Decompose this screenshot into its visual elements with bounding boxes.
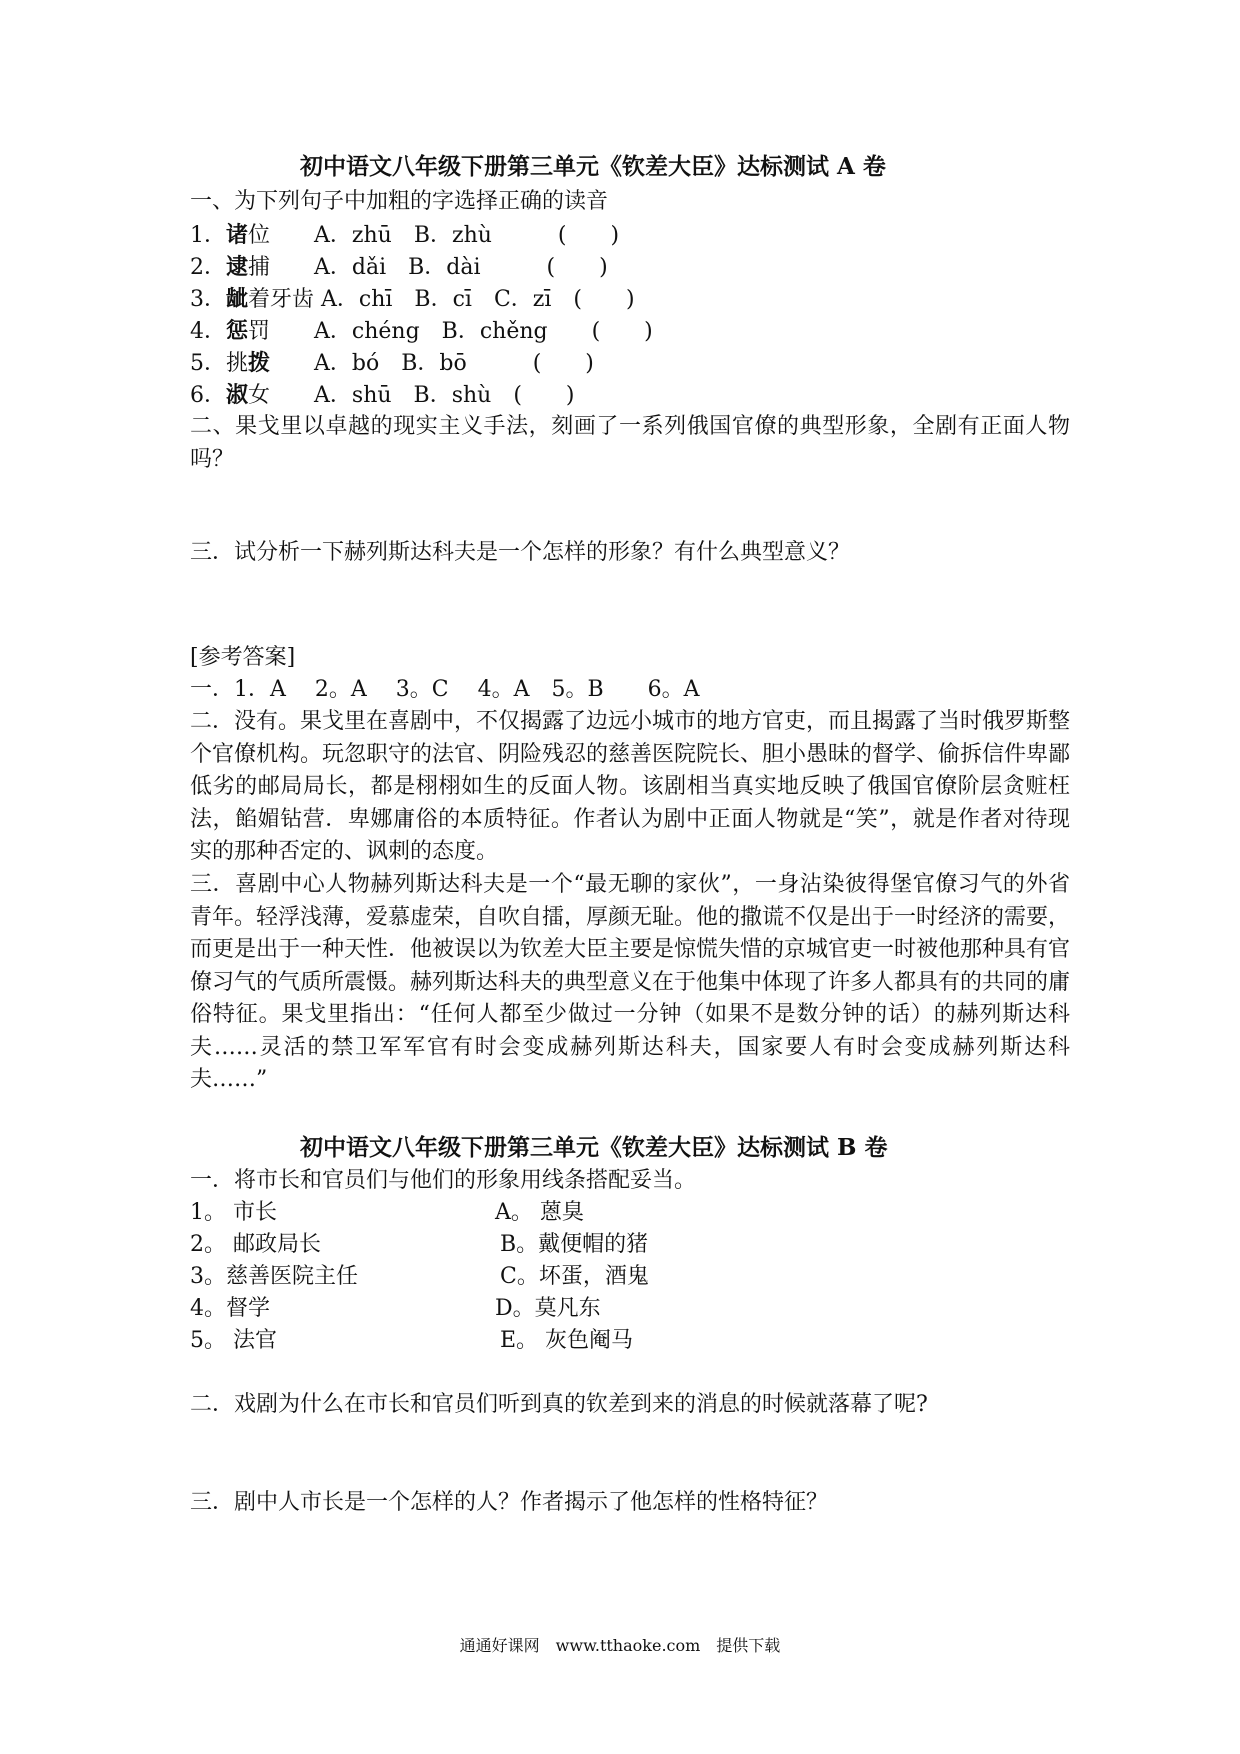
answer-1: 一．1．A 2。A 3。C 4。A 5。B 6。A <box>190 677 700 702</box>
q1-item-6: 6．淑女 A．shū B．shù ( ) <box>190 382 575 408</box>
match-right-1: A。 蒽臭 <box>495 1200 584 1225</box>
answer-2: 二．没有。果戈里在喜剧中，不仅揭露了边远小城市的地方官吏，而且揭露了当时俄罗斯整个官僚机构。玩忽职守的法官、阴险残忍的慈善医院院长、胆小愚昧的督学、偷拆信件卑鄙低劣的邮局局长，都是栩栩如生的反面人物。该剧相当真实地反映了俄国官僚阶层贪赃枉法，餡媚钻营．卑娜庸俗的本质特征。作者认为剧中正面人物就是“笑”，就是作者对待现实的那种否定的、讽刺的态度。 <box>190 709 1071 864</box>
footer-text: 通通好课网 www.tthaoke.com 提供下载 <box>459 1636 781 1655</box>
question-2-a: 二、果戈里以卓越的现实主义手法，刻画了一系列俄国官僚的典型形象，全剧有正面人物吗？ <box>190 414 1070 472</box>
section-1-heading-b: 一．将市长和官员们与他们的形象用线条搭配妥当。 <box>190 1168 697 1193</box>
section-1-heading-a: 一、为下列句子中加粗的字选择正确的读音 <box>190 189 609 214</box>
title-a: 初中语文八年级下册第三单元《钦差大臣》达标测试 A 卷 <box>300 153 886 180</box>
q1-item-3: 3．龇着牙齿 A．chī B．cī C．zī ( ) <box>190 286 635 312</box>
q1-item-1: 1．诸位 A．zhū B．zhù ( ) <box>190 222 620 248</box>
match-right-3: C。坏蛋，酒鬼 <box>500 1264 649 1289</box>
match-left-4: 4。督学 <box>190 1296 270 1321</box>
question-3-b: 三．剧中人市长是一个怎样的人？作者揭示了他怎样的性格特征？ <box>190 1490 829 1515</box>
question-2-b: 二．戏剧为什么在市长和官员们听到真的钦差到来的消息的时候就落幕了呢? <box>190 1392 928 1417</box>
title-b: 初中语文八年级下册第三单元《钦差大臣》达标测试 B 卷 <box>300 1134 888 1161</box>
match-right-2: B。戴便帽的猪 <box>500 1232 649 1257</box>
question-3-a: 三．试分析一下赫列斯达科夫是一个怎样的形象？有什么典型意义？ <box>190 540 851 565</box>
answer-heading: [参考答案] <box>190 645 296 670</box>
match-left-3: 3。慈善医院主任 <box>190 1264 358 1289</box>
answer-3: 三．喜剧中心人物赫列斯达科夫是一个“最无聊的家伙”，一身沾染彼得堡官僚习气的外省青年。轻浮浅薄，爱慕虚荣，自吹自擂，厚颜无耻。他的撒谎不仅是出于一时经济的需要，而更是出于一种天性．他被误以为钦差大臣主要是惊慌失惜的京城官吏一时被他那种具有官僚习气的气质所震慑。赫列斯达科夫的典型意义在于他集中体现了许多人都具有的共同的庸俗特征。果戈里指出：“任何人都至少做过一分钟（如果不是数分钟的话）的赫列斯达科夫……灵活的禁卫军军官有时会变成赫列斯达科夫，国家要人有时会变成赫列斯达科夫……” <box>190 872 1071 1092</box>
q1-item-2: 2．逮捕 A．dǎi B．dài ( ) <box>190 254 608 280</box>
match-left-5: 5。 法官 <box>190 1328 277 1353</box>
match-right-4: D。莫凡东 <box>495 1296 601 1321</box>
q1-item-4: 4．惩罚 A．chéng B．chěng ( ) <box>190 318 653 344</box>
match-right-5: E。 灰色阉马 <box>500 1328 634 1353</box>
q1-item-5: 5．挑拨 A．bó B．bō ( ) <box>190 350 594 376</box>
match-left-2: 2。 邮政局长 <box>190 1232 321 1257</box>
match-left-1: 1。 市长 <box>190 1200 277 1225</box>
